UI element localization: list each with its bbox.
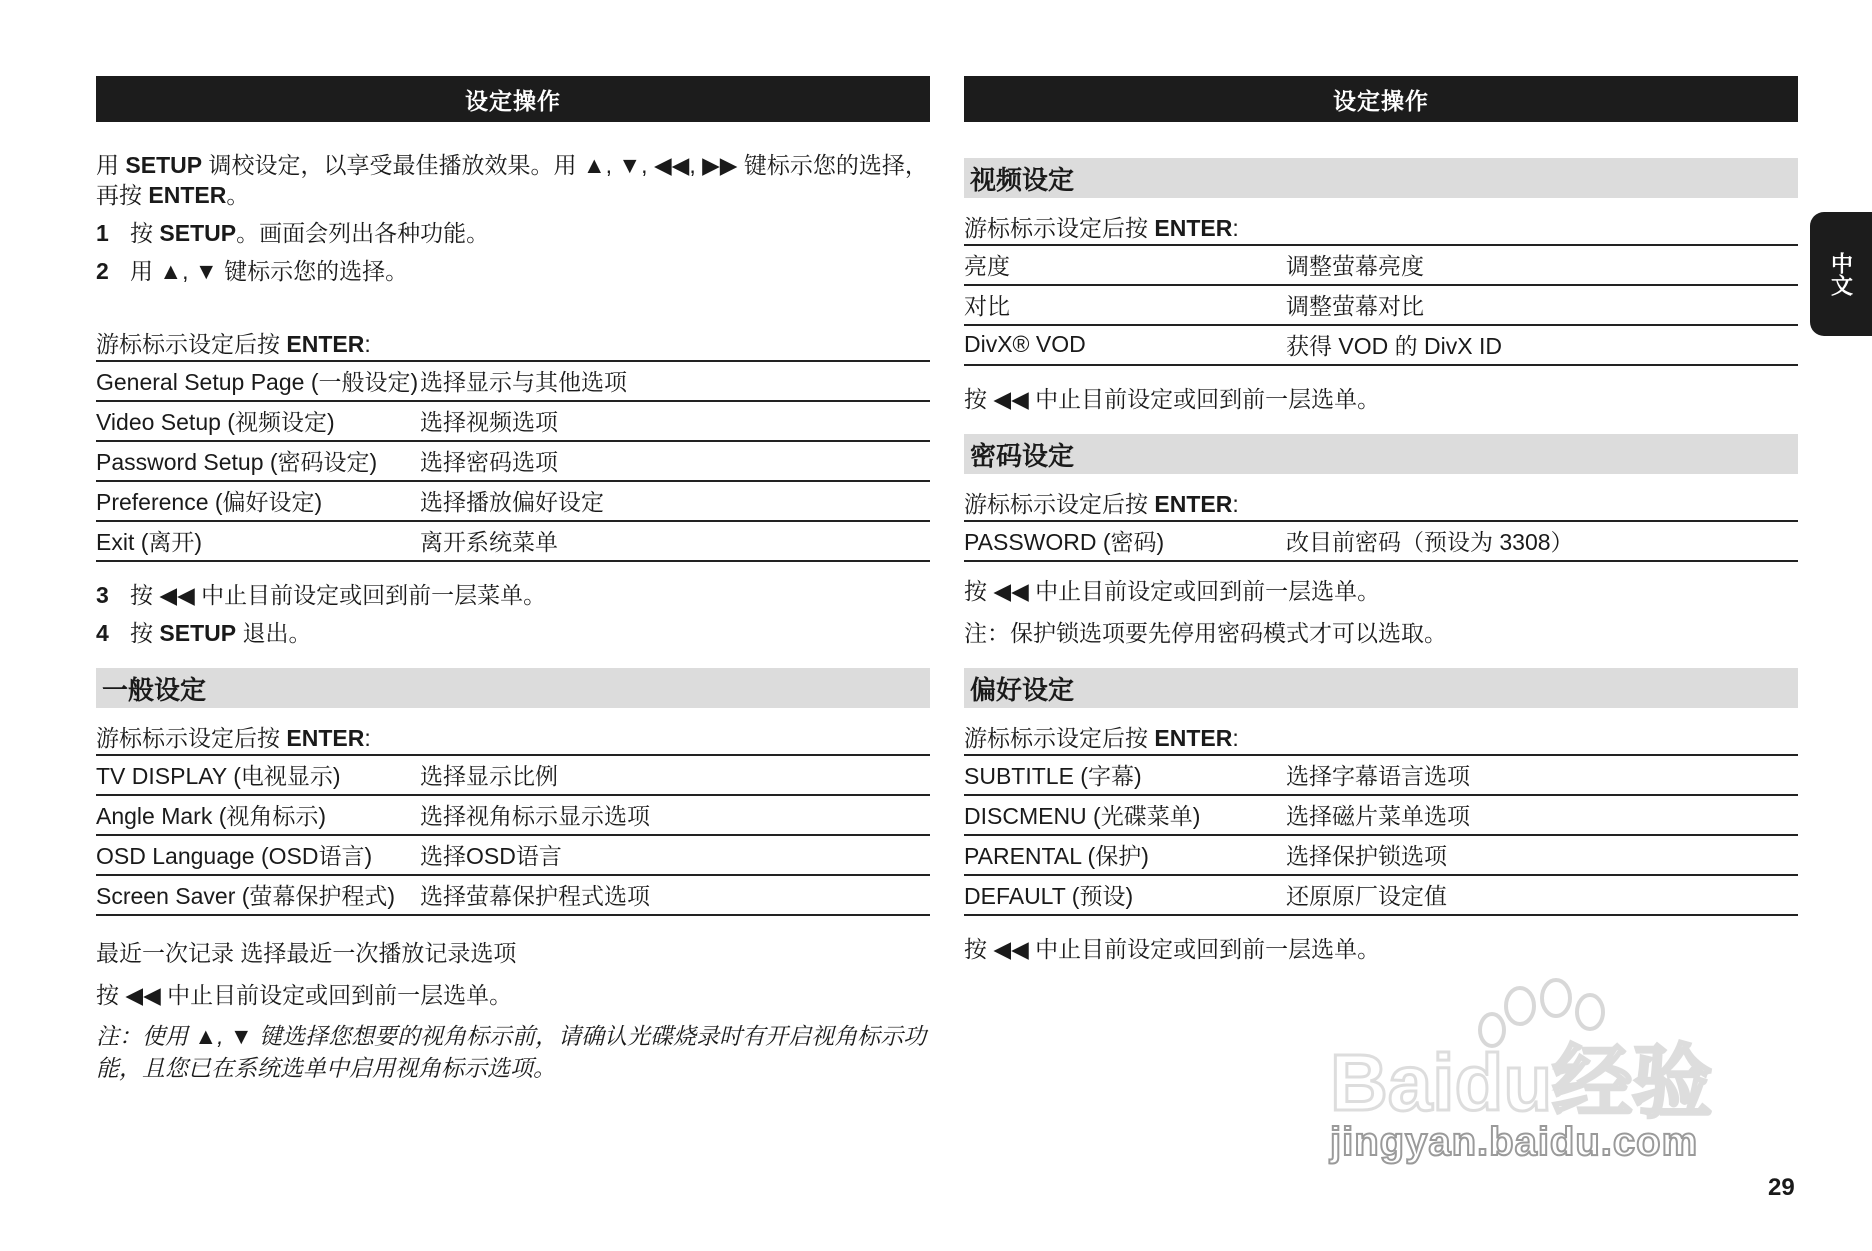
- back-instruction: 按 ◀◀ 中止目前设定或回到前一层选单。: [964, 386, 1381, 412]
- intro-paragraph: 用 SETUP 调校设定，以享受最佳播放效果。用 ▲, ▼, ◀◀, ▶▶ 键标示您的选择，再按 ENTER。: [96, 152, 928, 208]
- table-row: [964, 245, 1798, 285]
- svg-text:Baidu经验: Baidu经验: [1330, 1038, 1713, 1127]
- watermark-url: jingyan.baidu.com: [1330, 1120, 1699, 1164]
- table-row: [96, 401, 930, 441]
- option-description: 离开系统菜单: [420, 521, 930, 561]
- back-instruction: 按 ◀◀ 中止目前设定或回到前一层选单。: [964, 578, 1381, 604]
- option-name: PARENTAL (保护): [964, 835, 1286, 875]
- option-name: Angle Mark (视角标示): [96, 795, 420, 835]
- option-name: Exit (离开): [96, 521, 420, 561]
- password-setup-table: [964, 520, 1798, 562]
- step-1: 1 按 SETUP。画面会列出各种功能。: [96, 220, 490, 246]
- back-instruction: 按 ◀◀ 中止目前设定或回到前一层选单。: [96, 982, 513, 1008]
- option-name: Video Setup (视频设定): [96, 401, 420, 441]
- option-description: 选择视频选项: [420, 401, 930, 441]
- enter-instruction: 游标标示设定后按 ENTER:: [96, 331, 371, 357]
- table-row: [96, 875, 930, 915]
- enter-instruction: 游标标示设定后按 ENTER:: [964, 491, 1239, 517]
- section-header-bar: 设定操作: [96, 76, 930, 122]
- recent-record-text: 最近一次记录 选择最近一次播放记录选项: [96, 940, 517, 966]
- general-setup-heading: 一般设定: [96, 668, 930, 708]
- option-description: 选择密码选项: [420, 441, 930, 481]
- option-name: 对比: [964, 285, 1286, 325]
- option-description: 获得 VOD 的 DivX ID: [1286, 325, 1798, 365]
- table-row: [96, 361, 930, 401]
- password-note: 注：保护锁选项要先停用密码模式才可以选取。: [964, 620, 1447, 646]
- enter-instruction: 游标标示设定后按 ENTER:: [96, 725, 371, 751]
- table-row: [96, 441, 930, 481]
- option-name: DivX® VOD: [964, 325, 1286, 365]
- note-text: 注：使用 ▲, ▼ 键选择您想要的视角标示前，请确认光碟烧录时有开启视角标示功能，且您已在系统选单中启用视角标示选项。: [96, 1023, 927, 1081]
- option-description: 选择显示比例: [420, 755, 930, 795]
- preference-setup-heading: 偏好设定: [964, 668, 1798, 708]
- main-menu-table: [96, 360, 930, 562]
- general-setup-table: [96, 754, 930, 916]
- option-description: 选择显示与其他选项: [420, 361, 930, 401]
- option-description: 选择播放偏好设定: [420, 481, 930, 521]
- option-description: 还原原厂设定值: [1286, 875, 1798, 915]
- page-number: 29: [1768, 1174, 1795, 1201]
- video-setup-table: [964, 244, 1798, 366]
- table-row: [964, 755, 1798, 795]
- table-row: [964, 325, 1798, 365]
- table-row: [964, 875, 1798, 915]
- back-instruction: 按 ◀◀ 中止目前设定或回到前一层选单。: [964, 936, 1381, 962]
- option-name: TV DISPLAY (电视显示): [96, 755, 420, 795]
- option-description: 选择萤幕保护程式选项: [420, 875, 930, 915]
- option-description: 选择字幕语言选项: [1286, 755, 1798, 795]
- table-row: [964, 795, 1798, 835]
- option-name: DISCMENU (光碟菜单): [964, 795, 1286, 835]
- table-row: [964, 835, 1798, 875]
- step-2: 2 用 ▲, ▼ 键标示您的选择。: [96, 258, 409, 284]
- option-description: 改目前密码（预设为 3308）: [1286, 521, 1798, 561]
- video-setup-heading: 视频设定: [964, 158, 1798, 198]
- option-description: 选择保护锁选项: [1286, 835, 1798, 875]
- option-name: PASSWORD (密码): [964, 521, 1286, 561]
- option-description: 调整萤幕亮度: [1286, 245, 1798, 285]
- section-header-bar: 设定操作: [964, 76, 1798, 122]
- option-description: 调整萤幕对比: [1286, 285, 1798, 325]
- option-name: SUBTITLE (字幕): [964, 755, 1286, 795]
- enter-instruction: 游标标示设定后按 ENTER:: [964, 215, 1239, 241]
- table-row: [964, 521, 1798, 561]
- option-name: General Setup Page (一般设定): [96, 361, 420, 401]
- left-column: [96, 76, 930, 1084]
- password-setup-heading: 密码设定: [964, 434, 1798, 474]
- table-row: [964, 285, 1798, 325]
- option-description: 选择OSD语言: [420, 835, 930, 875]
- table-row: [96, 795, 930, 835]
- option-description: 选择磁片菜单选项: [1286, 795, 1798, 835]
- option-name: Preference (偏好设定): [96, 481, 420, 521]
- option-description: 选择视角标示显示选项: [420, 795, 930, 835]
- language-tab: 中文: [1810, 212, 1872, 336]
- option-name: 亮度: [964, 245, 1286, 285]
- option-name: Password Setup (密码设定): [96, 441, 420, 481]
- step-4: 4 按 SETUP 退出。: [96, 620, 312, 646]
- enter-instruction: 游标标示设定后按 ENTER:: [964, 725, 1239, 751]
- preference-setup-table: [964, 754, 1798, 916]
- table-row: [96, 835, 930, 875]
- option-name: Screen Saver (萤幕保护程式): [96, 875, 420, 915]
- option-name: OSD Language (OSD语言): [96, 835, 420, 875]
- option-name: DEFAULT (预设): [964, 875, 1286, 915]
- table-row: [96, 521, 930, 561]
- table-row: [96, 755, 930, 795]
- table-row: [96, 481, 930, 521]
- right-column: [964, 76, 1798, 964]
- step-3: 3 按 ◀◀ 中止目前设定或回到前一层菜单。: [96, 582, 547, 608]
